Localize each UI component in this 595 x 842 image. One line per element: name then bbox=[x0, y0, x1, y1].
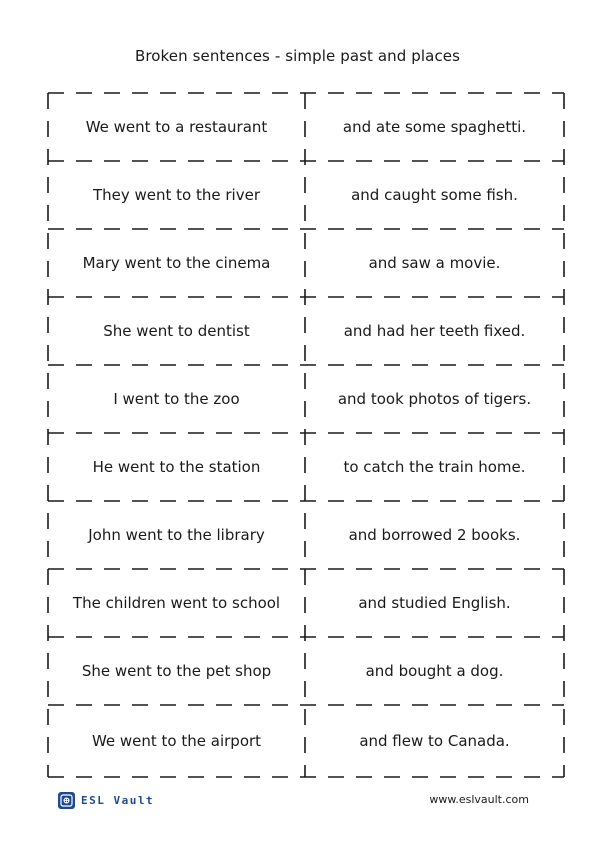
sentence-start: We went to the airport bbox=[91, 732, 262, 750]
sentence-end: and studied English. bbox=[358, 594, 511, 612]
page-title: Broken sentences - simple past and places bbox=[134, 47, 461, 65]
sentence-row bbox=[48, 705, 564, 777]
sentence-start: The children went to school bbox=[72, 594, 281, 612]
sentence-row bbox=[48, 297, 564, 365]
sentence-row bbox=[48, 365, 564, 433]
sentence-start: John went to the library bbox=[88, 526, 265, 544]
sentence-row bbox=[48, 433, 564, 501]
sentence-start: He went to the station bbox=[92, 458, 261, 476]
esl-vault-logo bbox=[58, 791, 154, 809]
sentence-end: and had her teeth fixed. bbox=[343, 322, 526, 340]
sentence-start: They went to the river bbox=[92, 186, 260, 204]
sentence-row bbox=[48, 229, 564, 297]
logo-text: ESL Vault bbox=[81, 793, 155, 807]
sentence-end: and ate some spaghetti. bbox=[342, 118, 527, 136]
sentence-end: and took photos of tigers. bbox=[337, 390, 532, 408]
sentence-start: Mary went to the cinema bbox=[82, 254, 271, 272]
sentence-end: and borrowed 2 books. bbox=[348, 526, 521, 544]
sentence-row bbox=[48, 93, 564, 161]
sentence-start: She went to the pet shop bbox=[81, 662, 272, 680]
sentence-end: and saw a movie. bbox=[368, 254, 501, 272]
sentence-end: and caught some fish. bbox=[351, 186, 518, 204]
sentence-end: and bought a dog. bbox=[365, 662, 504, 680]
sentence-start: She went to dentist bbox=[103, 322, 250, 340]
sentence-start: I went to the zoo bbox=[113, 390, 240, 408]
sentence-end: and flew to Canada. bbox=[359, 732, 510, 750]
sentence-row bbox=[48, 569, 564, 637]
sentence-row bbox=[48, 637, 564, 705]
sentence-row bbox=[48, 501, 564, 569]
website-url[interactable]: www.eslvault.com bbox=[429, 793, 529, 806]
sentence-end: to catch the train home. bbox=[343, 458, 526, 476]
vault-icon bbox=[58, 792, 75, 809]
sentence-start: We went to a restaurant bbox=[85, 118, 268, 136]
sentence-row bbox=[48, 161, 564, 229]
